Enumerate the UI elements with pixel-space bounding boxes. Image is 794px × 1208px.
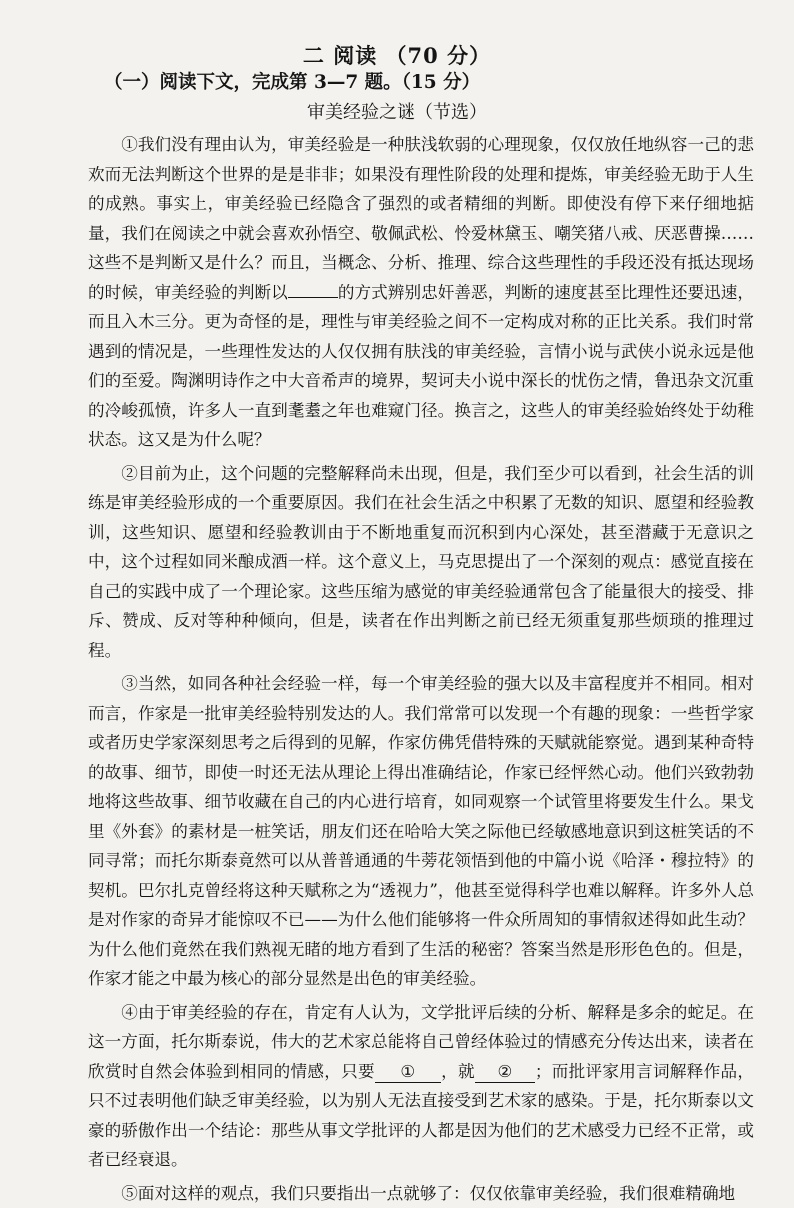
paragraph-1 (88, 130, 754, 455)
paragraph-4-text-mid: ，就 (441, 1062, 475, 1081)
paragraph-4-text-end: ；而批评家用言词解释作品，只不过表明他们缺乏审美经验，以为别人无法直接受到艺术家的感染。于是，托尔斯泰以文豪的骄傲作出一个结论：那些从事文学批评的人都是因为他们的艺术感受力已经不正常，或者已经衰退。 (88, 1062, 754, 1170)
paragraph-2: ②目前为止，这个问题的完整解释尚未出现，但是，我们至少可以看到，社会生活的训练是审美经验形成的一个重要原因。我们在社会生活之中积累了无数的知识、愿望和经验教训，这些知识、愿望和经验教训由于不断地重复而沉积到内心深处，甚至潜藏于无意识之中，这个过程如同米酿成酒一样。这个意义上，马克思提出了一个深刻的观点：感觉直接在自己的实践中成了一个理论家。这些压缩为感觉的审美经验通常包含了能量很大的接受、排斥、赞成、反对等种种倾向，但是，读者在作出判断之前已经无须重复那些烦琐的推理过程。 (88, 459, 754, 666)
paragraph-3: ③当然，如同各种社会经验一样，每一个审美经验的强大以及丰富程度并不相同。相对而言，作家是一批审美经验特别发达的人。我们常常可以发现一个有趣的现象：一些哲学家或者历史学家深刻思考之后得到的见解，作家仿佛凭借特殊的天赋就能察觉。遇到某种奇特的故事、细节，即使一时还无法从理论上得出准确结论，作家已经怦然心动。他们兴致勃勃地将这些故事、细节收藏在自己的内心进行培育，如同观察一个试管里将要发生什么。果戈里《外套》的素材是一桩笑话，朋友们还在哈哈大笑之际他已经敏感地意识到这桩笑话的不同寻常；而托尔斯泰竟然可以从普普通通的牛蒡花领悟到他的中篇小说《哈泽・穆拉特》的契机。巴尔扎克曾经将这种天赋称之为“透视力”，他甚至觉得科学也难以解释。许多外人总是对作家的奇异才能惊叹不已——为什么他们能够将一件众所周知的事情叙述得如此生动？为什么他们竟然在我们熟视无睹的地方看到了生活的秘密？答案当然是形形色色的。但是，作家才能之中最为核心的部分显然是出色的审美经验。 (88, 669, 754, 994)
paragraph-1-text: ①我们没有理由认为，审美经验是一种肤浅软弱的心理现象，仅仅放任地纵容一己的悲欢而无法判断这个世界的是是非非；如果没有理性阶段的处理和提炼，审美经验无助于人生的成熟。事实上，审美经验已经隐含了强烈的或者精细的判断。即使没有停下来仔细地掂量，我们在阅读之中就会喜欢孙悟空、敬佩武松、怜爱林黛玉、嘲笑猪八戒、厌恶曹操……这些不是判断又是什么？而且，当概念、分析、推理、综合这些理性的手段还没有抵达现场的时候，审美经验的判断以 (88, 135, 754, 302)
article-body (88, 130, 754, 1208)
answer-blank-1[interactable]: ① (375, 1062, 441, 1083)
section-title: 二 阅读 （70 分） (0, 40, 794, 70)
paragraph-4 (88, 998, 754, 1175)
subsection-heading: （一）阅读下文，完成第 3—7 题。（15 分） (104, 68, 480, 94)
paragraph-4-text: ④由于审美经验的存在，肯定有人认为，文学批评后续的分析、解释是多余的蛇足。在这一方面，托尔斯泰说，伟大的艺术家总能将自己曾经体验过的情感充分传达出来，读者在欣赏时自然会体验到相同的情感，只要 (88, 1003, 754, 1081)
paragraph-1-text-continued: 的方式辨别忠奸善恶，判断的速度甚至比理性还要迅速，而且入木三分。更为奇怪的是，理性与审美经验之间不一定构成对称的正比关系。我们时常遇到的情况是，一些理性发达的人仅仅拥有肤浅的审美经验，言情小说与武侠小说永远是他们的至爱。陶渊明诗作之中大音希声的境界，契诃夫小说中深长的忧伤之情，鲁迅杂文沉重的冷峻孤愤，许多人一直到耄耋之年也难窥门径。换言之，这些人的审美经验始终处于幼稚状态。这又是为什么呢？ (88, 283, 754, 450)
article-title: 审美经验之谜（节选） (0, 98, 794, 124)
paragraph-5: ⑤面对这样的观点，我们只要指出一点就够了：仅仅依靠审美经验，我们很难精确地 (88, 1179, 754, 1208)
answer-blank[interactable] (288, 297, 338, 298)
answer-blank-2[interactable]: ② (475, 1062, 535, 1083)
